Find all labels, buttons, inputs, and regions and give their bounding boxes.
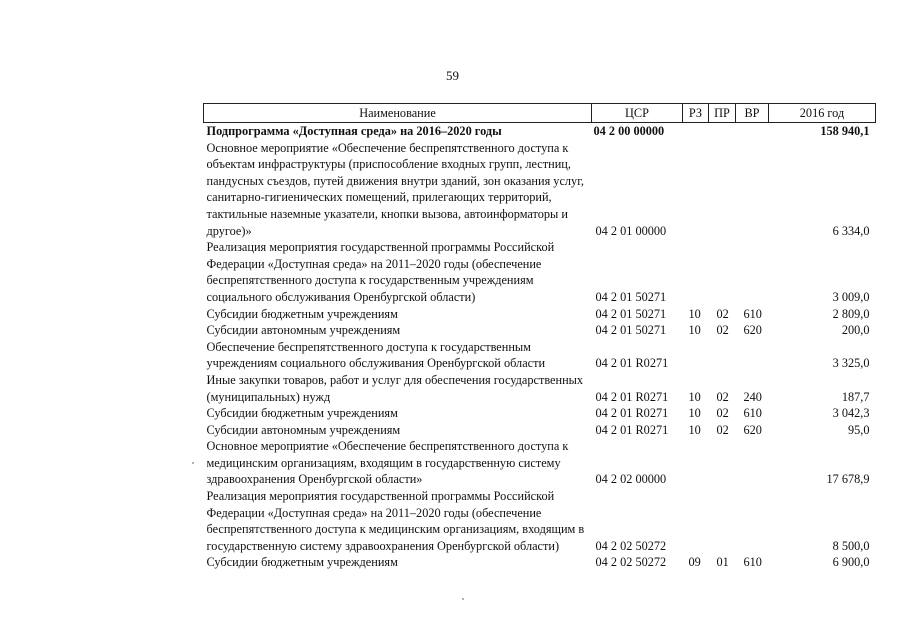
cell-name: Реализация мероприятия государственной программы Российской Федерации «Доступная среда» на 2011–2020 годы (обеспечение беспрепятственного доступа к государственным учреждениям социального обслуживания Оренбургской области) bbox=[206, 240, 555, 304]
cell-rz bbox=[683, 140, 709, 240]
cell-vr bbox=[736, 339, 769, 372]
cell-name: Иные закупки товаров, работ и услуг для обеспечения государственных (муниципальных) нужд bbox=[206, 372, 584, 404]
cell-pr: 02 bbox=[716, 306, 729, 321]
cell-sum: 8 500,0 bbox=[832, 538, 870, 553]
cell-pr bbox=[709, 438, 736, 488]
cell-csr: 04 2 01 R0271 bbox=[595, 389, 669, 404]
cell-name: Подпрограмма «Доступная среда» на 2016–2020 годы bbox=[206, 124, 502, 138]
table-row bbox=[204, 372, 876, 405]
cell-vr bbox=[736, 438, 769, 488]
cell-vr: 610 bbox=[743, 306, 762, 321]
table-row bbox=[204, 422, 876, 439]
cell-pr bbox=[709, 123, 736, 140]
cell-rz: 10 bbox=[688, 406, 701, 421]
cell-name: Основное мероприятие «Обеспечение беспрепятственного доступа к медицинским организациям, входящим в государственную систему здравоохранения Оренбургской области» bbox=[206, 439, 569, 487]
cell-rz bbox=[683, 438, 709, 488]
cell-csr: 04 2 02 50272 bbox=[595, 538, 667, 553]
cell-csr: 04 2 01 50271 bbox=[595, 306, 667, 321]
table-row bbox=[204, 123, 876, 140]
cell-rz bbox=[683, 488, 709, 554]
cell-csr: 04 2 01 00000 bbox=[595, 223, 667, 238]
cell-pr: 02 bbox=[716, 422, 729, 437]
cell-pr: 02 bbox=[716, 323, 729, 338]
table-row bbox=[204, 306, 876, 323]
header-year: 2016 год bbox=[769, 104, 876, 123]
cell-csr: 04 2 01 50271 bbox=[595, 323, 667, 338]
cell-sum: 3 009,0 bbox=[832, 289, 870, 304]
table-row bbox=[204, 488, 876, 554]
table-row bbox=[204, 339, 876, 372]
cell-sum: 187,7 bbox=[841, 389, 870, 404]
table-row bbox=[204, 322, 876, 339]
header-rz: РЗ bbox=[683, 104, 709, 123]
cell-vr bbox=[736, 140, 769, 240]
cell-name: Субсидии бюджетным учреждениям bbox=[206, 306, 398, 321]
cell-rz bbox=[683, 123, 709, 140]
cell-sum: 3 325,0 bbox=[832, 356, 870, 371]
cell-vr: 620 bbox=[743, 323, 762, 338]
cell-csr: 04 2 01 R0271 bbox=[595, 356, 669, 371]
cell-pr: 02 bbox=[716, 389, 729, 404]
header-name: Наименование bbox=[204, 104, 592, 123]
table-row bbox=[204, 239, 876, 305]
cell-name: Обеспечение беспрепятственного доступа к государственным учреждениям социального обслуживания Оренбургской области bbox=[206, 339, 546, 371]
page-number: 59 bbox=[446, 68, 459, 83]
table-row bbox=[204, 554, 876, 571]
cell-rz bbox=[683, 239, 709, 305]
cell-sum: 2 809,0 bbox=[832, 306, 870, 321]
cell-csr: 04 2 01 50271 bbox=[595, 289, 667, 304]
cell-sum: 158 940,1 bbox=[820, 124, 870, 138]
cell-pr bbox=[709, 140, 736, 240]
budget-table bbox=[203, 103, 876, 571]
cell-name: Реализация мероприятия государственной программы Российской Федерации «Доступная среда» на 2011–2020 годы (обеспечение беспрепятственного доступа к медицинским организациям, входящим в государственную систему здравоохранения Оренбургской области) bbox=[206, 489, 585, 553]
cell-name: Субсидии бюджетным учреждениям bbox=[206, 406, 398, 421]
cell-pr bbox=[709, 339, 736, 372]
cell-rz: 10 bbox=[688, 422, 701, 437]
cell-pr bbox=[709, 239, 736, 305]
cell-name: Субсидии автономным учреждениям bbox=[206, 323, 401, 338]
cell-sum: 3 042,3 bbox=[832, 406, 870, 421]
cell-name: Субсидии бюджетным учреждениям bbox=[206, 555, 398, 570]
cell-vr: 240 bbox=[743, 389, 762, 404]
cell-csr: 04 2 02 00000 bbox=[595, 472, 667, 487]
cell-sum: 6 900,0 bbox=[832, 555, 870, 570]
cell-rz: 10 bbox=[688, 306, 701, 321]
table-header-row bbox=[204, 104, 876, 123]
table-row bbox=[204, 438, 876, 488]
cell-csr: 04 2 02 50272 bbox=[595, 555, 667, 570]
cell-rz bbox=[683, 339, 709, 372]
table-row bbox=[204, 405, 876, 422]
cell-csr: 04 2 01 R0271 bbox=[595, 406, 669, 421]
cell-csr: 04 2 00 00000 bbox=[593, 124, 665, 138]
cell-name: Субсидии автономным учреждениям bbox=[206, 422, 401, 437]
cell-sum: 95,0 bbox=[847, 422, 870, 437]
cell-sum: 17 678,9 bbox=[826, 472, 870, 487]
header-csr: ЦСР bbox=[592, 104, 683, 123]
cell-sum: 6 334,0 bbox=[832, 223, 870, 238]
cell-vr bbox=[736, 123, 769, 140]
header-vr: ВР bbox=[736, 104, 769, 123]
cell-vr: 620 bbox=[743, 422, 762, 437]
cell-vr: 610 bbox=[743, 406, 762, 421]
cell-vr bbox=[736, 488, 769, 554]
cell-rz: 10 bbox=[688, 389, 701, 404]
table-row bbox=[204, 140, 876, 240]
cell-pr: 02 bbox=[716, 406, 729, 421]
scan-speck bbox=[462, 598, 464, 600]
cell-rz: 10 bbox=[688, 323, 701, 338]
cell-pr bbox=[709, 488, 736, 554]
cell-rz: 09 bbox=[688, 555, 701, 570]
cell-csr: 04 2 01 R0271 bbox=[595, 422, 669, 437]
cell-vr bbox=[736, 239, 769, 305]
cell-name: Основное мероприятие «Обеспечение беспрепятственного доступа к объектам инфраструктуры (приспособление входных групп, лестниц, пандусных съездов, путей движения внутри зданий, зон оказания услуг, санитарно-гигиенических помещений, прилегающих территорий, тактильные наземные указатели, кнопки вызова, автоинформаторы и другое)» bbox=[206, 140, 584, 238]
cell-pr: 01 bbox=[716, 555, 729, 570]
cell-vr: 610 bbox=[743, 555, 762, 570]
cell-sum: 200,0 bbox=[841, 323, 870, 338]
table-body bbox=[204, 123, 876, 572]
header-pr: ПР bbox=[709, 104, 736, 123]
scan-speck bbox=[192, 462, 194, 464]
